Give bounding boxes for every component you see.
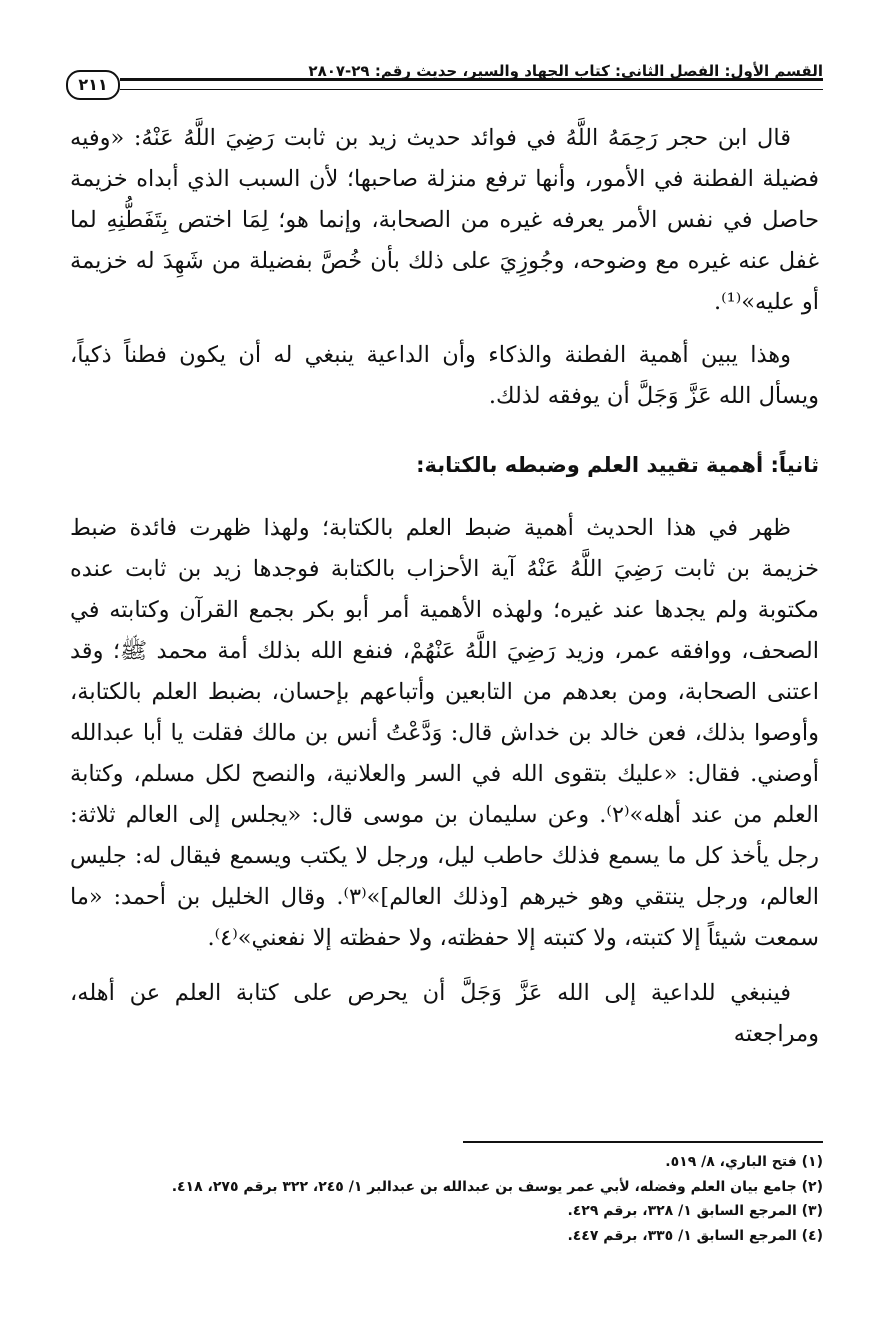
footnotes: [66, 1150, 823, 1248]
page-number: ٢١١: [66, 70, 120, 100]
paragraph-ibn-hajar-quote: قال ابن حجر رَحِمَهُ اللَّهُ في فوائد حديث زيد بن ثابت رَضِيَ اللَّهُ عَنْهُ: «وفيه فضيلة الفطنة في الأمور، وأنها ترفع منزلة صاحبها؛ لأن السبب الذي أبداه خزيمة حاصل في نفس الأمر يعرفه غيره من الصحابة، وإنما هو؛ لِمَا اختص بِتَفَطُّنِهِ لما غفل عنه غيره مع وضوحه، وجُوزِيَ على ذلك بأن خُصَّ بفضيلة من شَهِدَ له خزيمة أو عليه»⁽¹⁾.: [70, 125, 819, 315]
footnote-2: (٢) جامع بيان العلم وفضله، لأبي عمر يوسف بن عبدالله بن عبدالبر ١/ ٢٤٥، ٣٢٢ برقم ٢٧٥، ٤١٨.: [171, 1178, 823, 1195]
footnote-4: (٤) المرجع السابق ١/ ٣٣٥، برقم ٤٤٧.: [567, 1227, 823, 1244]
section-heading: ثانياً: أهمية تقييد العلم وضبطه بالكتابة:: [416, 453, 819, 477]
paragraph-intelligence: وهذا يبين أهمية الفطنة والذكاء وأن الداعية ينبغي له أن يكون فطناً ذكياً، ويسأل الله عَزَّ وَجَلَّ أن يوفقه لذلك.: [70, 342, 819, 409]
footnote-1: (١) فتح الباري، ٨/ ٥١٩.: [665, 1154, 823, 1170]
footnote-divider: [463, 1141, 823, 1143]
footnote-3: (٣) المرجع السابق ١/ ٣٢٨، برقم ٤٢٩.: [567, 1203, 823, 1219]
paragraph-writing-knowledge: ظهر في هذا الحديث أهمية ضبط العلم بالكتابة؛ ولهذا ظهرت فائدة ضبط خزيمة بن ثابت رَضِيَ اللَّهُ عَنْهُ آية الأحزاب بالكتابة فوجدها زيد بن ثابت عنده مكتوبة ولم يجدها عند غيره؛ ولهذه الأهمية أمر أبو بكر بجمع القرآن وكتابته في الصحف، ووافقه عمر، وزيد رَضِيَ اللَّهُ عَنْهُمْ، فنفع الله بذلك أمة محمد ﷺ؛ وقد اعتنى الصحابة، ومن بعدهم من التابعين وأتباعهم بإحسان، بضبط العلم بالكتابة، وأوصوا بذلك، فعن خالد بن خداش قال: وَدَّعْتُ أنس بن مالك فقلت يا أبا عبدالله أوصني. فقال: «عليك بتقوى الله في السر والعلانية، والنصح لكل مسلم، وكتابة العلم من عند أهله»⁽٢⁾. وعن سليمان بن موسى قال: «يجلس إلى العالم ثلاثة: رجل يأخذ كل ما يسمع فذلك حاطب ليل، ورجل لا يكتب ويسمع فيقال له: جليس العالم، ورجل ينتقي وهو خيرهم [وذلك العالم]»⁽٣⁾. وقال الخليل بن أحمد: «ما سمعت شيئاً إلا كتبته، ولا كتبته إلا حفظته، ولا حفظته إلا نفعني»⁽٤⁾.: [70, 515, 820, 951]
header-rule: [120, 78, 823, 90]
paragraph-conclusion: فينبغي للداعية إلى الله عَزَّ وَجَلَّ أن يحرص على كتابة العلم عن أهله، ومراجعته: [70, 980, 819, 1047]
running-header: القسم الأول: الفصل الثاني: كتاب الجهاد والسير، حديث رقم: ٢٩-٢٨٠٧: [308, 62, 823, 80]
main-text: [70, 118, 819, 1055]
